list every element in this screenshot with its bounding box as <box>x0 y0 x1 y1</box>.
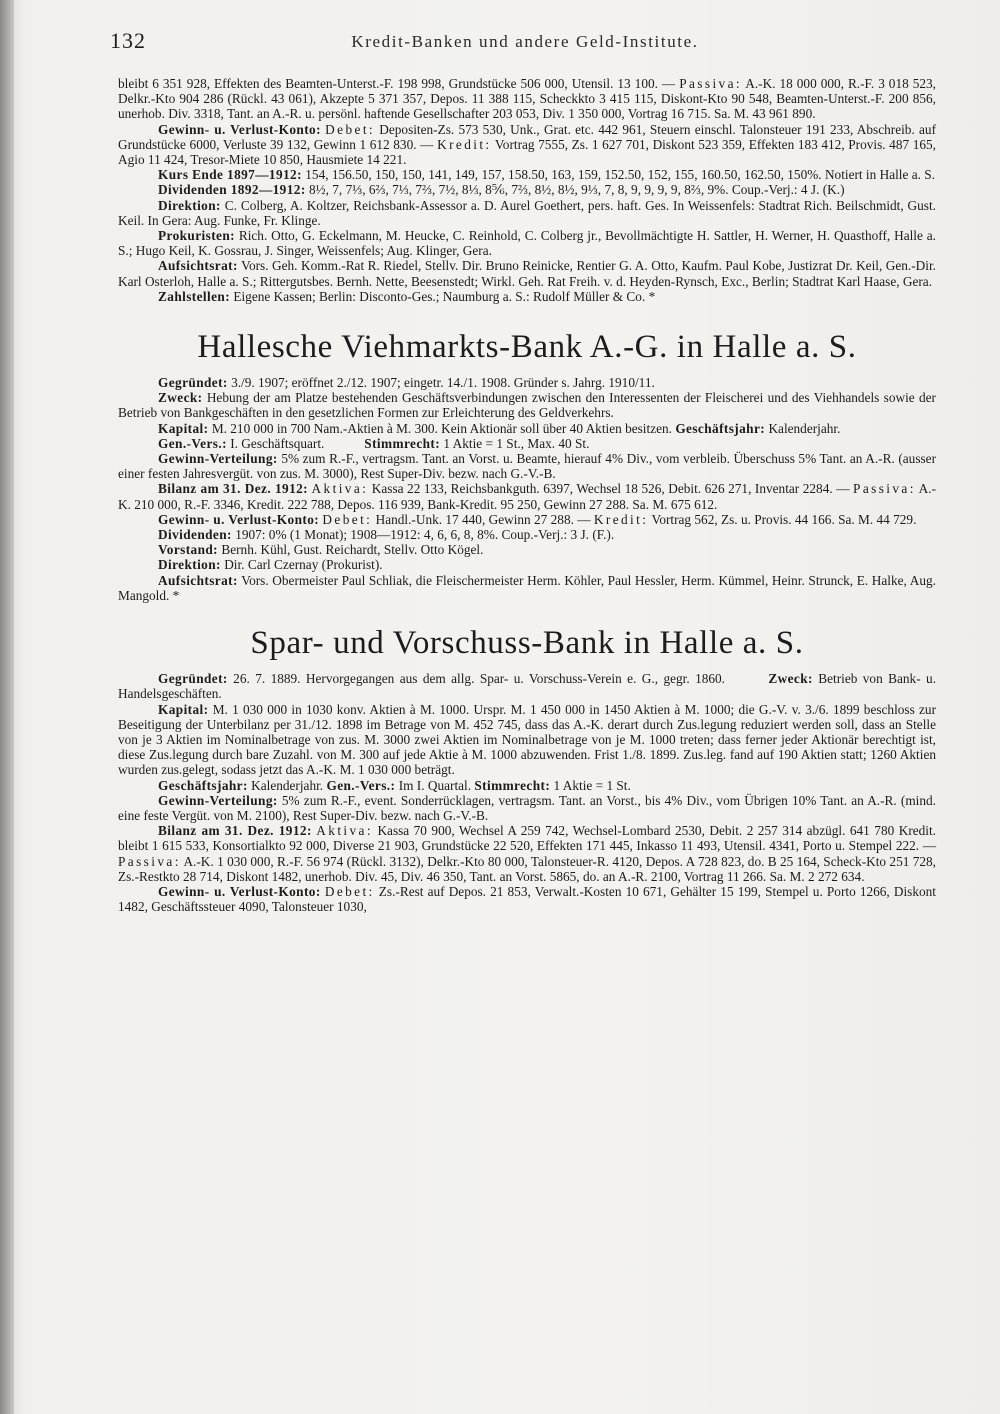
kapital-text: M. 1 030 000 in 1030 konv. Aktien à M. 1000. Urspr. M. 1 450 000 in 1450 Aktien à M. 1000; die G.-V. v. 3./6. 1899 beschloss zur Beseitigung der Unterbilanz per 31./12. 1898 im Betrage von M. 452 745, dass das A.-K. derart durch Zus.legung reduziert werden soll, dass an Stelle von je 3 Aktien im Nominalbetrage von zus. M. 3000 zwei Aktien im Nominalbetrage von je M. 1000 treten; dass ferner jeder Aktionär berechtigt ist, diese Zus.legung durch bare Zuzahl. von M. 300 auf jede Aktie à M. 1000 abzuwenden. Frist 1./8. 1899. Zus.leg. fand auf 190 Aktien statt; 1260 Aktien wurden zus.gelegt, sodass jetzt das A.-K. M. 1 030 000 beträgt. <box>118 701 936 778</box>
prokuristen-label: Prokuristen: <box>158 228 235 244</box>
dividenden-text: 8½, 7, 7⅓, 6⅔, 7⅓, 7⅔, 7½, 8⅓, 8⅚, 7⅔, 8½, 8½, 9⅓, 7, 8, 9, 9, 9, 9, 8⅔, 9%. Coup.-Verj.: 4 J. (K.) <box>309 182 845 198</box>
page-number: 132 <box>110 28 146 53</box>
paragraph-gegruendet <box>118 671 936 701</box>
debet-text: Zs.-Rest auf Depos. 21 853, Verwalt.-Kosten 10 671, Gehälter 15 199, Stempel u. Porto 1266, Diskont 1482, Geschäftssteuer 4090, Talonsteuer 1030, <box>118 883 936 915</box>
direktion-text: C. Colberg, A. Koltzer, Reichsbank-Assessor a. D. Aurel Goethert, pers. haft. Ges. In Weissenfels: Stadtrat Rich. Beilschmidt, Gust. Keil. In Gera: Aug. Funke, Fr. Klinge. <box>118 197 937 228</box>
paragraph-bilanz-passiva: bleibt 6 351 928, Effekten des Beamten-Unterst.-F. 198 998, Grundstücke 506 000, Utensil. 13 100. — Passiva: A.-K. 18 000 000, R.-F. 3 018 523, Delkr.-Kto 904 286 (Rückl. 43 061), Akzepte 5 371 357, Depos. 11 388 115, Scheckkto 3 415 115, Diskont-Kto 90 548, Beamten-Unterst.-F. 200 856, unerhob. Div. 3318, Tant. an A.-R. u. persönl. haftende Gesellschafter 203 053, Div. 1 350 000, Vortrag 16 715. Sa. M. 43 961 890. <box>118 76 936 122</box>
zweck-text: Betrieb von Bank- u. Handelsgeschäften. <box>118 671 937 702</box>
stimmrecht-label: Stimmrecht: <box>364 435 441 451</box>
kredit-label: Kredit: <box>593 511 649 527</box>
kapital-label: Kapital: <box>158 420 209 436</box>
paragraph-zweck <box>118 390 936 420</box>
aufsichtsrat-label: Aufsichtsrat: <box>158 572 238 588</box>
paragraph-genvers <box>118 436 936 451</box>
page-body <box>118 76 936 914</box>
entry-spar-vorschuss-bank <box>118 671 936 914</box>
paragraph-dividenden <box>118 527 936 542</box>
paragraph-guv <box>118 884 936 914</box>
paragraph-gewinnverteilung <box>118 451 936 481</box>
aktiva-label: Aktiva: <box>311 481 369 497</box>
aktiva-text: Kassa 70 900, Wechsel A 259 742, Wechsel-Lombard 2530, Debit. 2 257 314 abzügl. 641 780 Kredit. bleibt 1 615 533, Konsortialkto 92 000, Diverse 21 903, Grundstücke 22 520, Effekten 171 445, Inkasso 11 493, Utensil. 4341, Porto u. Stempel 222. <box>118 823 937 854</box>
paragraph-direktion <box>118 198 936 228</box>
passiva-text: A.-K. 210 000, R.-F. 3346, Kredit. 222 788, Depos. 116 939, Bank-Kredit. 95 250, Gewinn 27 288. Sa. M. 675 612. <box>118 481 936 512</box>
dividenden-label: Dividenden 1892—1912: <box>158 182 306 198</box>
passiva-text: A.-K. 18 000 000, R.-F. 3 018 523, Delkr.-Kto 904 286 (Rückl. 43 061), Akzepte 5 371 357, Depos. 11 388 115, Scheckkto 3 415 115, Diskont-Kto 90 548, Beamten-Unterst.-F. 200 856, unerhob. Div. 3318, Tant. an A.-R. u. persönl. haftende Gesellschafter 203 053, Div. 1 350 000, Vortrag 16 715. Sa. M. 43 961 890. <box>118 76 936 122</box>
section-title-spar-vorschuss-bank: Spar- und Vorschuss-Bank in Halle a. S. <box>250 625 804 662</box>
zweck-label: Zweck: <box>158 390 203 406</box>
aktiva-label: Aktiva: <box>316 823 373 839</box>
passiva-label: Passiva: <box>118 853 181 869</box>
zweck-label: Zweck: <box>768 671 813 687</box>
kapital-label: Kapital: <box>158 701 209 717</box>
geschaeftsjahr-label: Geschäftsjahr: <box>158 777 248 793</box>
paragraph-kapital <box>118 421 936 436</box>
entry-viehmarkts-bank <box>118 375 936 603</box>
gewinnverteilung-text: 5% zum R.-F., vertragsm. Tant. an Vorst. u. Beamte, hierauf 4% Div., vom verbleib. Überschuss 5% Tant. an A.-R. (ausser einer festen Jahresvergüt. von zus. M. 3000), Rest Super-Div. bezw. nach G.-V.-B. <box>118 451 936 482</box>
gewinnverteilung-label: Gewinn-Verteilung: <box>158 451 278 467</box>
direktion-text: Dir. Carl Czernay (Prokurist). <box>224 557 383 573</box>
kredit-label: Kredit: <box>437 136 492 152</box>
kredit-text: Vortrag 7555, Zs. 1 627 701, Diskont 523 359, Effekten 183 412, Provis. 487 165, Agio 11 424, Tresor-Miete 10 850, Hausmiete 14 221. <box>118 136 936 168</box>
paragraph-aufsichtsrat <box>118 258 936 288</box>
passiva-label: Passiva: <box>679 76 742 91</box>
gewinnverteilung-label: Gewinn-Verteilung: <box>158 792 278 808</box>
direktion-label: Direktion: <box>158 197 221 213</box>
gewinnverteilung-text: 5% zum R.-F., event. Sonderrücklagen, vertragsm. Tant. an Vorst., bis 4% Div., vom Übrigen 10% Tant. an A.-R. (mind. eine feste Vergüt. von M. 2100), Rest Super-Div. bezw. nach G.-V.-B. <box>118 792 936 823</box>
debet-label: Debet: <box>324 883 375 899</box>
geschaeftsjahr-label: Geschäftsjahr: <box>675 420 766 436</box>
vorstand-label: Vorstand: <box>158 542 219 558</box>
aktiva-text: Kassa 22 133, Reichsbankguth. 6397, Wechsel 18 526, Debit. 626 271, Inventar 2284. <box>371 481 833 497</box>
dividenden-text: 1907: 0% (1 Monat); 1908—1912: 4, 6, 6, 8, 8%. Coup.-Verj.: 3 J. (F.). <box>235 527 615 543</box>
section-title-viehmarkts-bank: Hallesche Viehmarkts-Bank A.-G. in Halle a. S. <box>197 329 857 366</box>
gegruendet-label: Gegründet: <box>158 671 228 687</box>
gegruendet-text: 3./9. 1907; eröffnet 2./12. 1907; eingetr. 14./1. 1908. Gründer s. Jahrg. 1910/11. <box>231 375 655 391</box>
paragraph-gegruendet <box>118 375 936 390</box>
running-header <box>110 28 940 58</box>
stimmrecht-label: Stimmrecht: <box>474 777 551 793</box>
aufsichtsrat-text: Vors. Obermeister Paul Schliak, die Fleischermeister Herm. Köhler, Paul Hessler, Herm. Kümmel, Heinr. Strunck, E. Halke, Aug. Mangold. * <box>118 572 936 603</box>
debet-text: Handl.-Unk. 17 440, Gewinn 27 288. <box>375 511 574 527</box>
prokuristen-text: Rich. Otto, G. Eckelmann, M. Heucke, C. Reinhold, C. Colberg jr., Bevollmächtigte H. Sattler, H. Werner, H. Quasthoff, Halle a. S.; Hugo Keil, K. Gossrau, J. Singer, Weissenfels; Aug. Klinger, Gera. <box>118 228 936 259</box>
bilanz-continuation: bleibt 6 351 928, Effekten des Beamten-Unterst.-F. 198 998, Grundstücke 506 000, Utensil. 13 100. <box>118 76 658 91</box>
kredit-text: Vortrag 562, Zs. u. Provis. 44 166. Sa. M. 44 729. <box>651 511 917 527</box>
paragraph-vorstand <box>118 542 936 557</box>
paragraph-geschaeftsjahr <box>118 778 936 793</box>
vorstand-text: Bernh. Kühl, Gust. Reichardt, Stellv. Otto Kögel. <box>221 542 484 558</box>
entry-continued <box>118 76 936 304</box>
kurs-label: Kurs Ende 1897—1912: <box>158 167 302 183</box>
gegruendet-label: Gegründet: <box>158 375 228 391</box>
guv-label: Gewinn- u. Verlust-Konto: <box>158 511 320 527</box>
paragraph-bilanz: Bilanz am 31. Dez. 1912: Aktiva: Kassa 22 133, Reichsbankguth. 6397, Wechsel 18 526, Debit. 626 271, Inventar 2284. — Passiva: A.-K. 210 000, R.-F. 3346, Kredit. 222 788, Depos. 116 939, Bank-Kredit. 95 250, Gewinn 27 288. Sa. M. 675 612. <box>118 481 936 512</box>
guv-label: Gewinn- u. Verlust-Konto: <box>158 121 321 137</box>
paragraph-guv: Gewinn- u. Verlust-Konto: Debet: Depositen-Zs. 573 530, Unk., Grat. etc. 442 961, Steuern einschl. Talonsteuer 191 233, Abschreib. auf Grundstücke 6000, Verluste 39 132, Gewinn 1 612 830. — Kredit: Vortrag 7555, Zs. 1 627 701, Diskont 523 359, Effekten 183 412, Provis. 487 165, Agio 11 424, Tresor-Miete 10 850, Hausmiete 14 221. <box>118 121 936 168</box>
geschaeftsjahr-text: Kalenderjahr. <box>251 777 324 793</box>
dividenden-label: Dividenden: <box>158 527 232 543</box>
stimmrecht-text: 1 Aktie = 1 St. <box>553 777 631 793</box>
aufsichtsrat-label: Aufsichtsrat: <box>158 258 238 274</box>
genvers-label: Gen.-Vers.: <box>326 777 396 793</box>
passiva-text: A.-K. 1 030 000, R.-F. 56 974 (Rückl. 3132), Delkr.-Kto 80 000, Talonsteuer-R. 4120, Depos. A 728 823, do. B 25 164, Scheck-Kto 251 728, Zs.-Restkto 28 714, Diskont 1482, unerhob. Div. 45, Div. 46 350, Tant. an Vorst. 5865, do. an A.-R. 2100, Vortrag 11 266. Sa. M. 2 272 634. <box>118 853 937 884</box>
debet-text: Depositen-Zs. 573 530, Unk., Grat. etc. 442 961, Steuern einschl. Talonsteuer 191 233, Abschreib. auf Grundstücke 6000, Verluste 39 132, Gewinn 1 612 830. <box>118 121 936 152</box>
geschaeftsjahr-text: Kalenderjahr. <box>768 420 841 436</box>
paragraph-direktion <box>118 557 936 572</box>
kapital-text: M. 210 000 in 700 Nam.-Aktien à M. 300. Kein Aktionär soll über 40 Aktien besitzen. <box>211 420 672 436</box>
genvers-text: I. Geschäftsquart. <box>230 435 325 451</box>
running-title: Kredit-Banken und andere Geld-Institute. <box>351 32 699 51</box>
gegruendet-text: 26. 7. 1889. Hervorgegangen aus dem allg. Spar- u. Vorschuss-Verein e. G., gegr. 1860. <box>233 671 725 687</box>
debet-label: Debet: <box>325 121 376 137</box>
paragraph-kurs <box>118 167 936 182</box>
bilanz-label: Bilanz am 31. Dez. 1912: <box>158 481 309 497</box>
genvers-label: Gen.-Vers.: <box>158 435 227 451</box>
bilanz-label: Bilanz am 31. Dez. 1912: <box>158 823 312 839</box>
paragraph-dividenden <box>118 182 936 197</box>
zahlstellen-label: Zahlstellen: <box>158 288 231 304</box>
paragraph-zahlstellen <box>118 289 936 304</box>
aufsichtsrat-text: Vors. Geh. Komm.-Rat R. Riedel, Stellv. Dir. Bruno Reinicke, Rentier G. A. Otto, Kaufm. Paul Kobe, Justizrat Dr. Keil, Gen.-Dir. Karl Osterloh, Halle a. S.; Rittergutsbes. Bernh. Nette, Beesenstedt; Wirkl. Geh. Rat Freih. v. d. Heyden-Rynsch, Exc., Berlin; Stadtrat Karl Haase, Gera. <box>118 258 937 289</box>
stimmrecht-text: 1 Aktie = 1 St., Max. 40 St. <box>443 435 590 451</box>
passiva-label: Passiva: <box>853 481 916 497</box>
genvers-text: Im I. Quartal. <box>398 777 472 793</box>
paragraph-gewinnverteilung <box>118 793 936 823</box>
paragraph-kapital <box>118 702 936 778</box>
paragraph-aufsichtsrat <box>118 573 936 603</box>
paragraph-prokuristen <box>118 228 936 258</box>
kurs-text: 154, 156.50, 150, 150, 141, 149, 157, 158.50, 163, 159, 152.50, 152, 155, 160.50, 162.50, 150%. Notiert in Halle a. S. <box>305 167 935 183</box>
zweck-text: Hebung der am Platze bestehenden Geschäftsverbindungen zwischen den Interessenten der Fleischerei und des Viehhandels sowie der Betrieb von Bankgeschäften in den gesetzlichen Formen zur Erleichterung des Geldverkehrs. <box>118 390 936 421</box>
zahlstellen-text: Eigene Kassen; Berlin: Disconto-Ges.; Naumburg a. S.: Rudolf Müller & Co. * <box>233 288 656 304</box>
paragraph-guv: Gewinn- u. Verlust-Konto: Debet: Handl.-Unk. 17 440, Gewinn 27 288. — Kredit: Vortrag 562, Zs. u. Provis. 44 166. Sa. M. 44 729. <box>158 511 917 527</box>
debet-label: Debet: <box>322 511 373 527</box>
paragraph-bilanz: Bilanz am 31. Dez. 1912: Aktiva: Kassa 70 900, Wechsel A 259 742, Wechsel-Lombard 2530, Debit. 2 257 314 abzügl. 641 780 Kredit. bleibt 1 615 533, Konsortialkto 92 000, Diverse 21 903, Grundstücke 22 520, Effekten 171 445, Inkasso 11 493, Utensil. 4341, Porto u. Stempel 222. — Passiva: A.-K. 1 030 000, R.-F. 56 974 (Rückl. 3132), Delkr.-Kto 80 000, Talonsteuer-R. 4120, Depos. A 728 823, do. B 25 164, Scheck-Kto 251 728, Zs.-Restkto 28 714, Diskont 1482, unerhob. Div. 45, Div. 46 350, Tant. an Vorst. 5865, do. an A.-R. 2100, Vortrag 11 266. Sa. M. 2 272 634. <box>118 823 937 884</box>
guv-label: Gewinn- u. Verlust-Konto: <box>158 883 321 899</box>
book-spine-edge <box>0 0 14 1414</box>
direktion-label: Direktion: <box>158 557 221 573</box>
